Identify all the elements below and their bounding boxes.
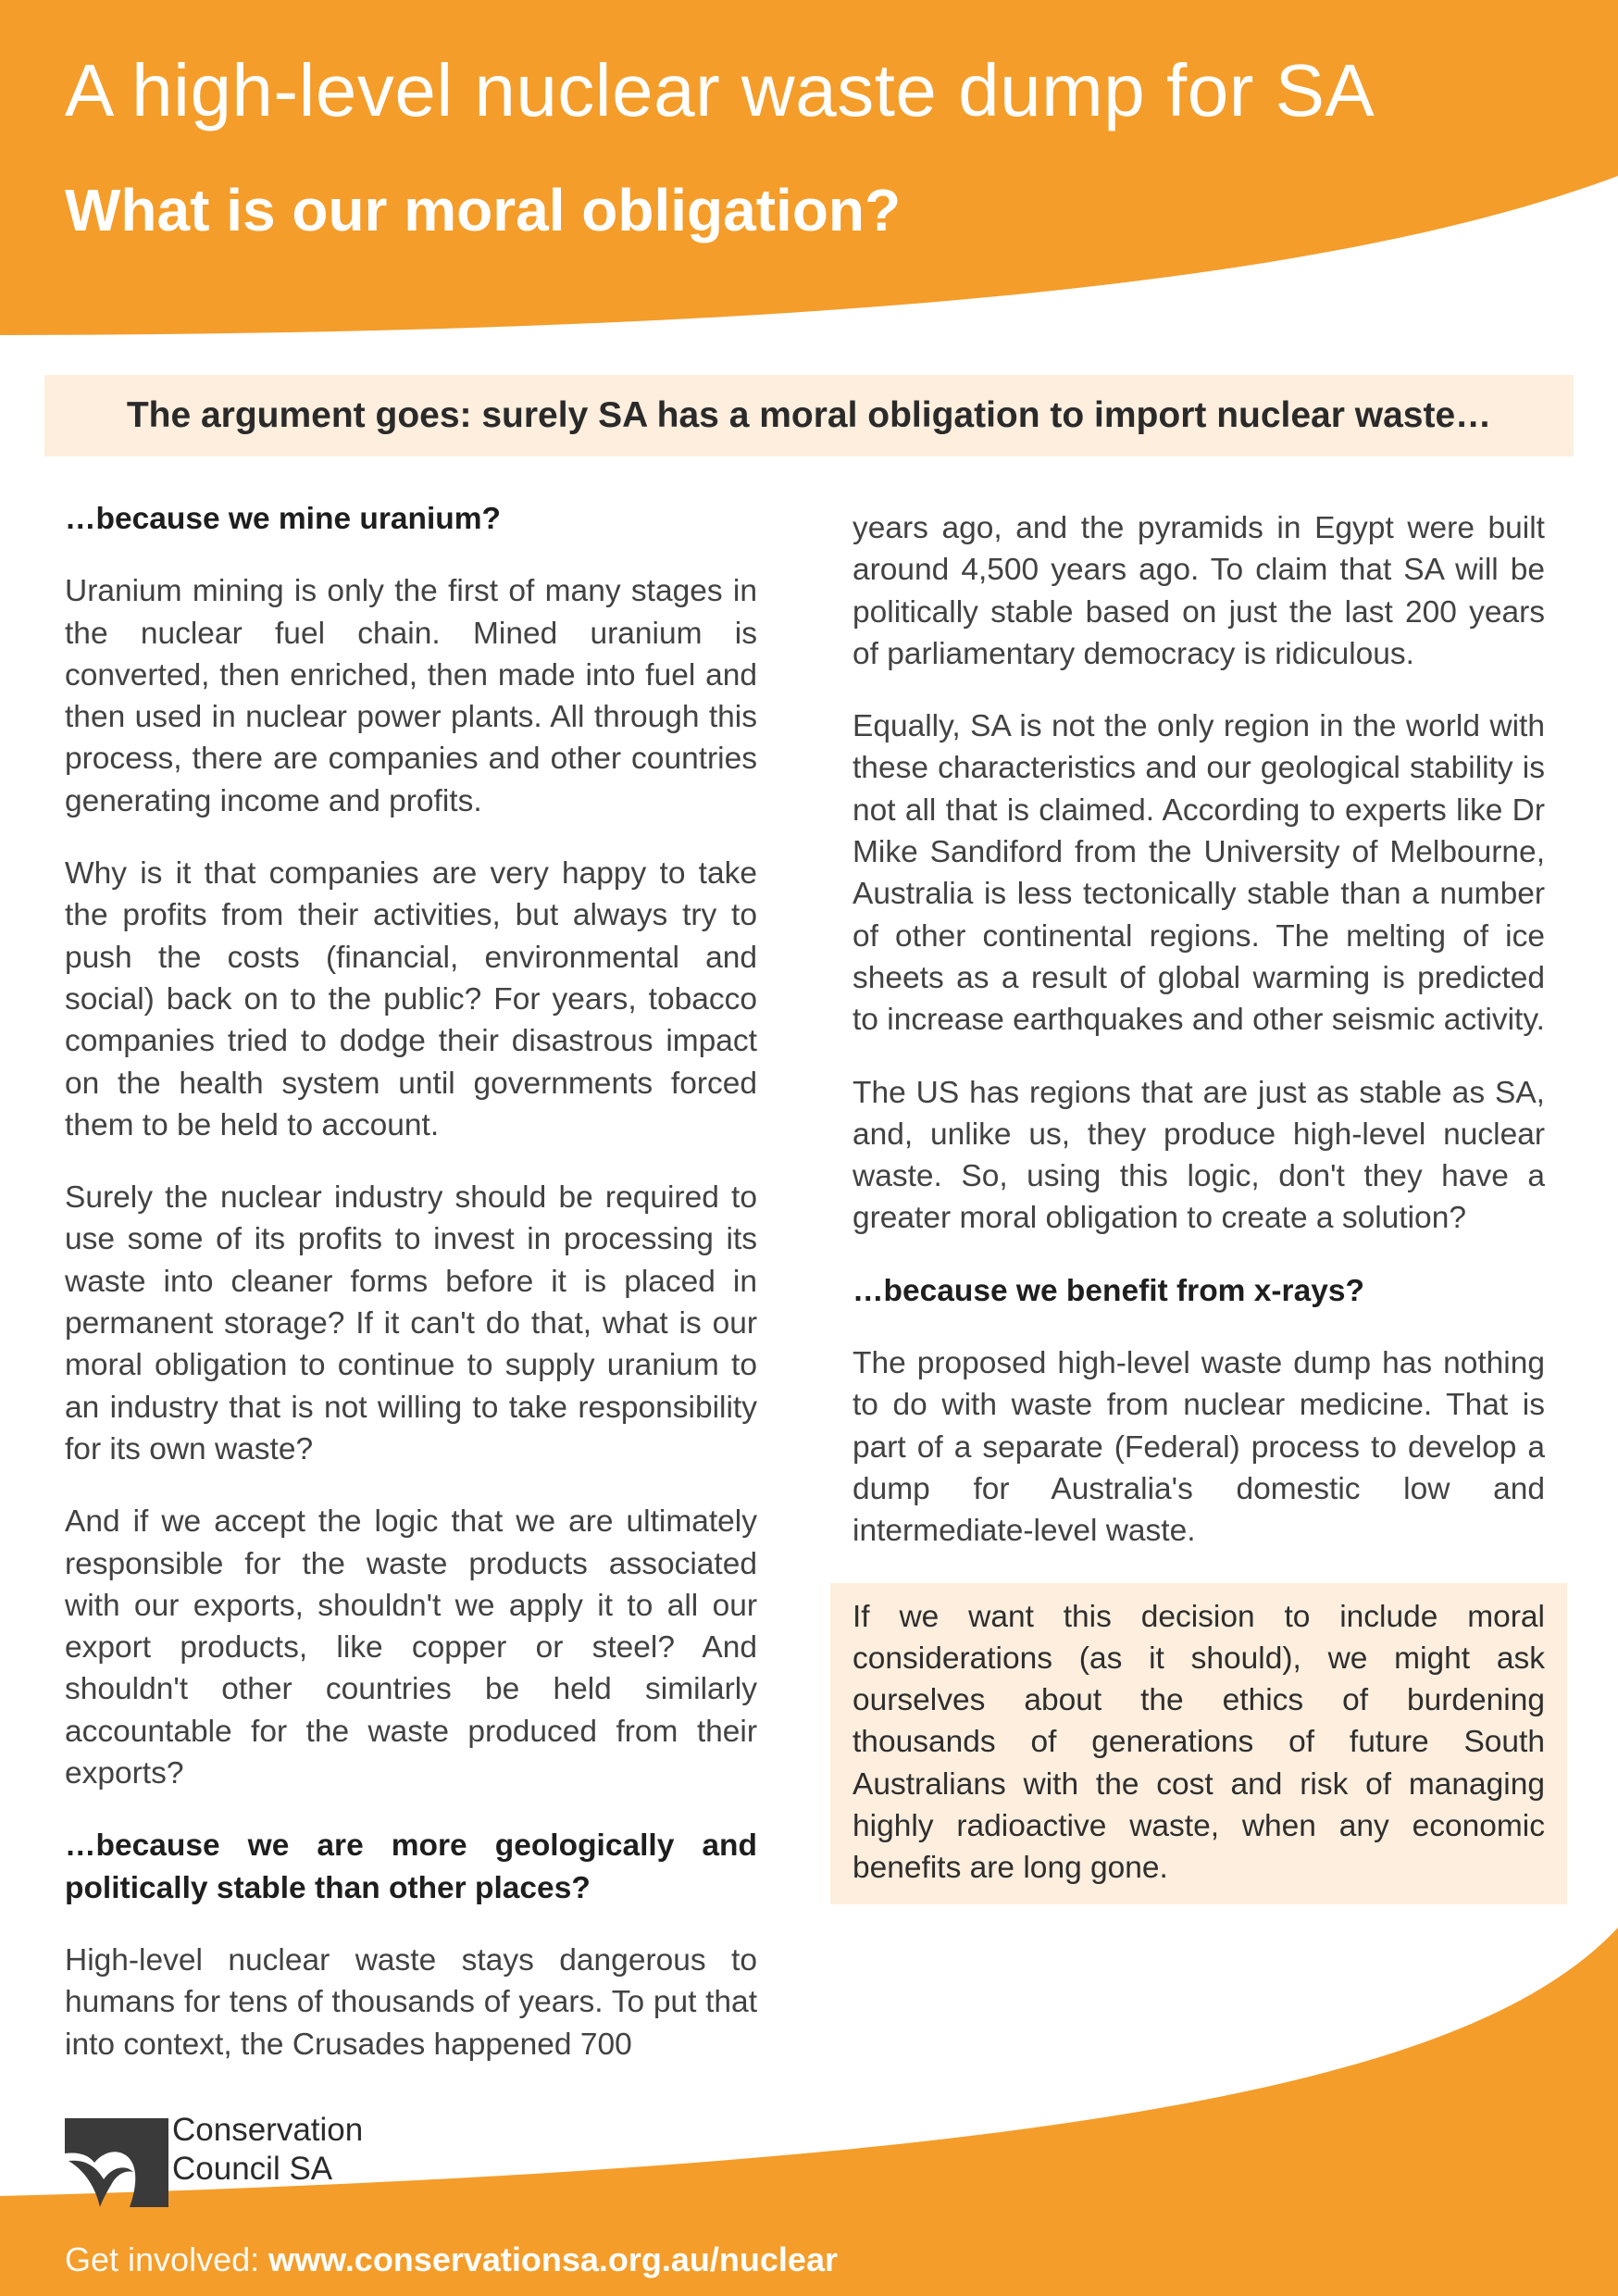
argument-banner <box>44 375 1574 456</box>
callout-text: If we want this decision to include moral considerations (as it should), we might ask ourselves about the ethics of burdening thousands of generations of future South Australians with the cost and risk of managing highly radioactive waste, when any economic benefits are long gone. <box>853 1599 1545 1886</box>
conservation-council-logo <box>65 2111 481 2213</box>
callout-box <box>830 1583 1567 1904</box>
paragraph: Equally, SA is not the only region in the world with these characteristics and our geological stability is not all that is claimed. According to experts like Dr Mike Sandiford from the University of Melbourne, Australia is less tectonically stable than a number of other continental regions. The melting of ice sheets as a result of global warming is predicted to increase earthquakes and other seismic activity. <box>853 709 1545 1038</box>
logo-line-2: Council SA <box>172 2151 333 2187</box>
footer-label: Get involved: <box>65 2240 269 2278</box>
paragraph: High-level nuclear waste stays dangerous to humans for tens of thousands of years. To put that into context, the Crusades happened 700 <box>65 1942 757 2062</box>
logo-wordmark <box>172 2111 363 2189</box>
swallow-bird-icon <box>65 2118 168 2207</box>
footer-url-link[interactable]: www.conservationsa.org.au/nuclear <box>268 2240 838 2278</box>
paragraph: The proposed high-level waste dump has nothing to do with waste from nuclear medicine. That is part of a separate (Federal) process to develop a dump for Australia's domestic low and intermediate-level waste. <box>853 1346 1545 1549</box>
paragraph: Why is it that companies are very happy to take the profits from their activities, but always try to push the costs (financial, environmental and social) back on to the public? For years, tobacco companies tried to dodge their disastrous impact on the health system until governments forced them to be held to account. <box>65 856 757 1142</box>
logo-line-1: Conservation <box>172 2112 364 2148</box>
left-column <box>65 498 757 2096</box>
page-subtitle: What is our moral obligation? <box>65 177 902 243</box>
argument-banner-text: The argument goes: surely SA has a moral obligation to import nuclear waste… <box>126 395 1492 435</box>
section-heading-xrays: …because we benefit from x-rays? <box>853 1273 1364 1308</box>
page-title: A high-level nuclear waste dump for SA <box>65 49 1375 131</box>
paragraph: years ago, and the pyramids in Egypt were built around 4,500 years ago. To claim that SA will be politically stable based on just the last 200 years of parliamentary democracy is ridiculous. <box>853 511 1545 671</box>
footer-cta <box>65 2240 838 2279</box>
right-column <box>853 507 1545 1904</box>
paragraph: Surely the nuclear industry should be required to use some of its profits to invest in processing its waste into cleaner forms before it is placed in permanent storage? If it can't do that, what is our moral obligation to continue to supply uranium to an industry that is not willing to take responsibility for its own waste? <box>65 1180 757 1466</box>
paragraph: The US has regions that are just as stable as SA, and, unlike us, they produce high-level nuclear waste. So, using this logic, don't they have a greater moral obligation to create a solution? <box>853 1075 1545 1236</box>
section-heading-uranium: …because we mine uranium? <box>65 502 501 536</box>
section-heading-stability: …because we are more geologically and politically stable than other places? <box>65 1828 757 1905</box>
paragraph: And if we accept the logic that we are ultimately responsible for the waste products associated with our exports, shouldn't we apply it to all our export products, like copper or steel? And shouldn't other countries be held similarly accountable for the waste produced from their exports? <box>65 1504 757 1791</box>
paragraph: Uranium mining is only the first of many stages in the nuclear fuel chain. Mined uranium is converted, then enriched, then made into fuel and then used in nuclear power plants. All through this process, there are companies and other countries generating income and profits. <box>65 574 757 818</box>
